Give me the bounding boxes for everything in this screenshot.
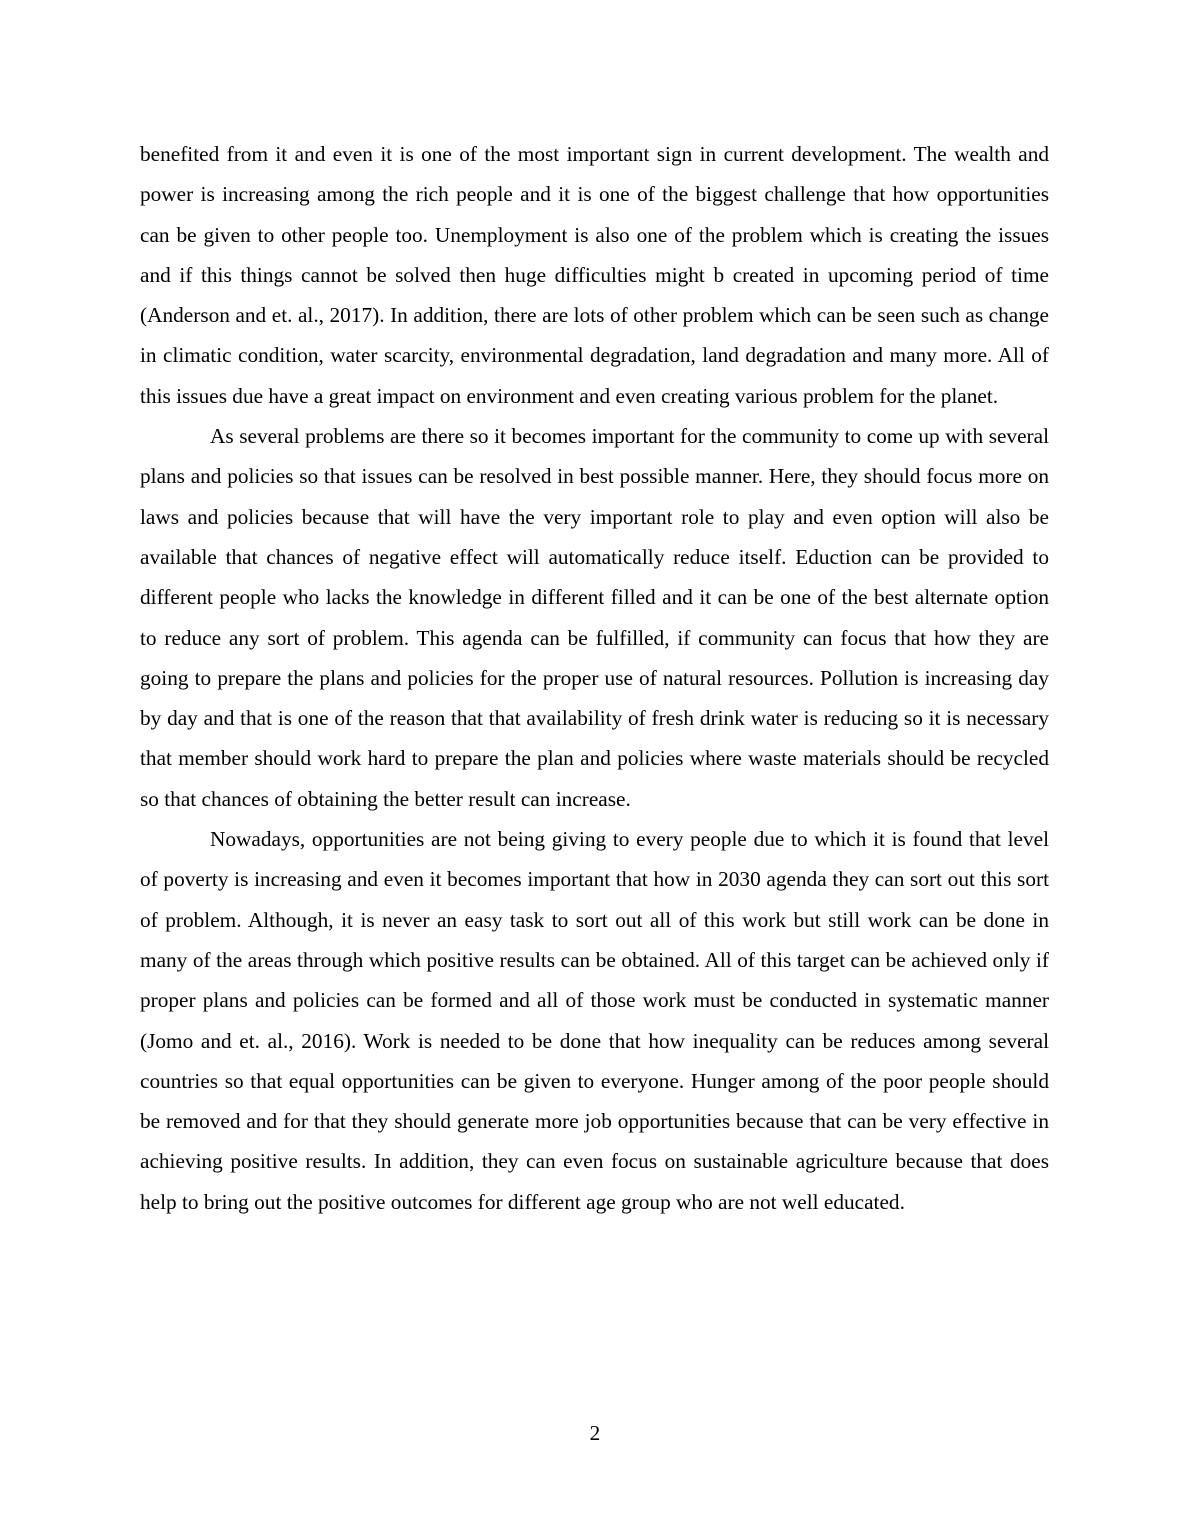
paragraph-community-plans: As several problems are there so it becomes important for the community to come up with several plans and policies so that issues can be resolved in best possible manner. Here, they should focus more on laws and policies because that will have the very important role to play and even option will also be available that chances of negative effect will automatically reduce itself. Eduction can be provided to different people who lacks the knowledge in different filled and it can be one of the best alternate option to reduce any sort of problem. This agenda can be fulfilled, if community can focus that how they are going to prepare the plans and policies for the proper use of natural resources. Pollution is increasing day by day and that is one of the reason that that availability of fresh drink water is reducing so it is necessary that member should work hard to prepare the plan and policies where waste materials should be recycled so that chances of obtaining the better result can increase.: [140, 424, 1049, 811]
body-text: [140, 134, 1049, 1222]
paragraph-opportunities: Nowadays, opportunities are not being giving to every people due to which it is found that level of poverty is increasing and even it becomes important that how in 2030 agenda they can sort out this sort of problem. Although, it is never an easy task to sort out all of this work but still work can be done in many of the areas through which positive results can be obtained. All of this target can be achieved only if proper plans and policies can be formed and all of those work must be conducted in systematic manner (Jomo and et. al., 2016). Work is needed to be done that how inequality can be reduces among several countries so that equal opportunities can be given to everyone. Hunger among of the poor people should be removed and for that they should generate more job opportunities because that can be very effective in achieving positive results. In addition, they can even focus on sustainable agriculture because that does help to bring out the positive outcomes for different age group who are not well educated.: [140, 827, 1049, 1214]
paragraph-continued: benefited from it and even it is one of the most important sign in current development. The wealth and power is increasing among the rich people and it is one of the biggest challenge that how opportunities can be given to other people too. Unemployment is also one of the problem which is creating the issues and if this things cannot be solved then huge difficulties might b created in upcoming period of time (Anderson and et. al., 2017). In addition, there are lots of other problem which can be seen such as change in climatic condition, water scarcity, environmental degradation, land degradation and many more. All of this issues due have a great impact on environment and even creating various problem for the planet.: [140, 142, 1049, 408]
page-number: 2: [589, 1421, 601, 1445]
